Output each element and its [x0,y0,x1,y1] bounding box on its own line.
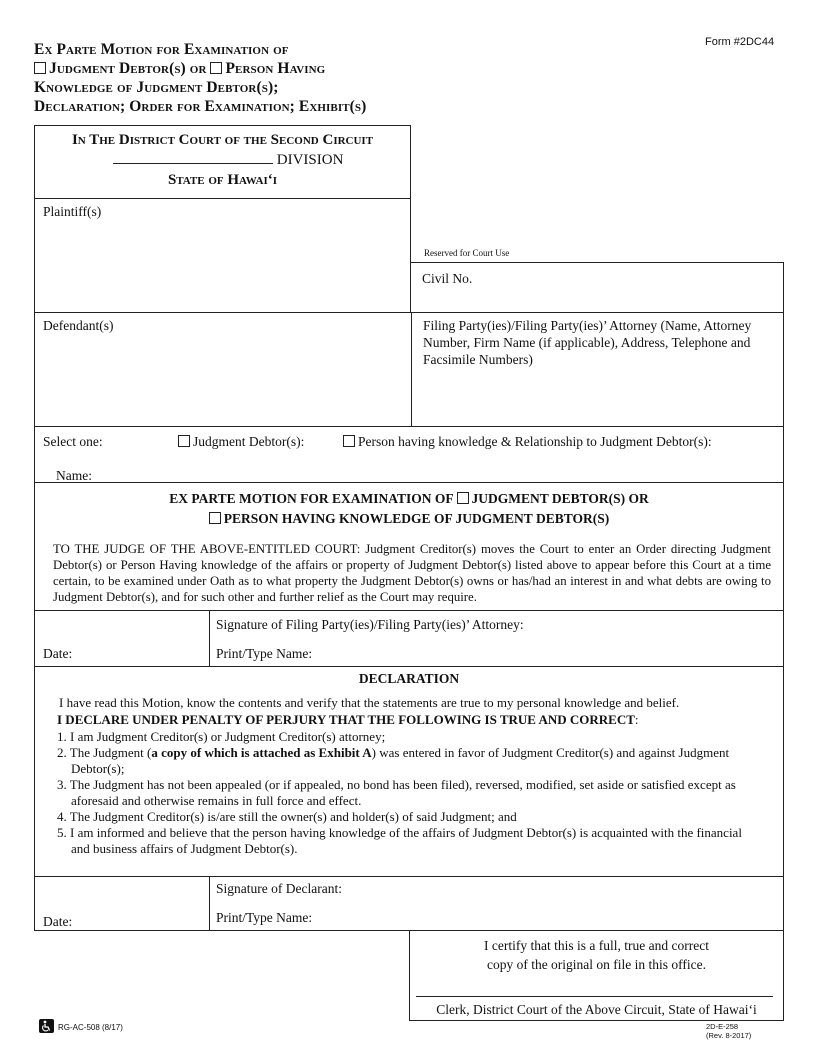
item2-b: ) was entered in favor of Judgment Creditor(s) and against Judgment Debtor(s); [71,745,730,776]
title-line-2b: Person Having [225,60,326,77]
filing-signature-label: Signature of Filing Party(ies)/Filing Party(ies)’ Attorney: [216,617,524,632]
title-line-2 [34,59,366,78]
state-name: State of Hawaiʻi [167,172,278,188]
footer-right-code [706,1022,751,1040]
title-line-2a: Judgment Debtor(s) or [49,60,207,77]
item2-bold: a copy of which is attached as Exhibit A [151,745,372,760]
motion-heading-b: JUDGMENT DEBTOR(S) OR [471,491,649,506]
division-label: DIVISION [276,152,344,168]
motion-body: TO THE JUDGE OF THE ABOVE-ENTITLED COURT: Judgment Creditor(s) moves the Court to enter an Order directing Judgment Debtor(s) or Person Having knowledge of the affairs or property of Judgment Debtor(s) listed above to appear before this Court at a time certain, to be examined under Oath as to what property the Judgment Debtor(s) owns or has/had an interest in and what debts are owing to Judgment Debtor(s), and for such other and further relief as the Court may require. [53,542,771,604]
declarant-signature-label: Signature of Declarant: [216,881,342,896]
title-line-1: Ex Parte Motion for Examination of [34,41,289,58]
plaintiff-label: Plaintiff(s) [43,204,102,219]
option-person-having-label: Person having knowledge & Relationship to Judgment Debtor(s): [358,434,712,449]
declaration-heading: DECLARATION [358,671,460,686]
filing-party-label: Filing Party(ies)/Filing Party(ies)’ Attorney (Name, Attorney Number, Firm Name (if applicable), Address, Telephone and Facsimile Numbers) [423,318,752,367]
certification-box [409,930,784,1021]
judgment-debtor-title-checkbox[interactable] [34,62,46,74]
declaration-box [34,666,784,877]
motion-heading-a: EX PARTE MOTION FOR EXAMINATION OF [169,491,454,506]
defendant-row [34,312,784,427]
person-having-title-checkbox[interactable] [210,62,222,74]
declaration-item-2 [57,745,757,777]
select-row [34,426,784,483]
motion-person-having-checkbox[interactable] [209,512,221,524]
motion-heading-c: PERSON HAVING KNOWLEDGE OF JUDGMENT DEBTOR(S) [223,511,610,526]
name-label: Name: [56,468,92,483]
motion-box [34,482,784,611]
motion-heading-2 [35,511,783,527]
option-person-having[interactable] [343,433,712,450]
option-judgment-debtor[interactable] [178,433,304,450]
motion-heading-1 [35,491,783,507]
civil-no-label: Civil No. [422,271,473,286]
judgment-debtor-checkbox[interactable] [178,435,190,447]
declaration-item-4: 4. The Judgment Creditor(s) is/are still the owner(s) and holder(s) of said Judgment; and [57,809,517,824]
footer-right-code-2: (Rev. 8-2017) [706,1031,752,1040]
declaration-item-5: 5. I am informed and believe that the person having knowledge of the affairs of Judgment Debtor(s) is acquainted with the financial and business affairs of Judgment Debtor(s). [57,825,742,856]
footer-right-code-1: 2D-E-258 [706,1022,739,1031]
form-title [34,40,366,116]
date-label-2: Date: [43,914,73,929]
person-having-checkbox[interactable] [343,435,355,447]
option-judgment-debtor-label: Judgment Debtor(s): [193,434,305,449]
plaintiff-box[interactable] [34,198,411,312]
penalty-text: I DECLARE UNDER PENALTY OF PERJURY THAT THE FOLLOWING IS TRUE AND CORRECT [57,712,635,727]
defendant-label: Defendant(s) [43,318,114,333]
declaration-intro: I have read this Motion, know the contents and verify that the statements are true to my personal knowledge and belief. [59,695,680,710]
court-name: In The District Court of the Second Circuit [71,132,374,148]
date-label-1: Date: [43,646,73,661]
reserved-label: Reserved for Court Use [424,248,510,258]
motion-judgment-debtor-checkbox[interactable] [457,492,469,504]
signature-row-1 [34,610,784,667]
declaration-penalty [57,712,773,728]
clerk-label: Clerk, District Court of the Above Circuit, State of Hawaiʻi [436,1002,757,1017]
print-name-label-2: Print/Type Name: [216,910,313,925]
clerk-signature-line[interactable] [416,996,773,997]
select-label: Select one: [43,434,103,449]
form-number: Form #2DC44 [705,36,775,48]
certify-line-2: copy of the original on file in this office. [486,957,707,972]
title-line-4: Declaration; Order for Examination; Exhibit(s) [34,98,367,115]
signature-row-2 [34,876,784,931]
court-caption-box [34,125,411,199]
declaration-item-1: 1. I am Judgment Creditor(s) or Judgment Creditor(s) attorney; [57,729,386,744]
penalty-colon: : [634,712,639,727]
civil-no-box[interactable] [410,262,784,313]
accessibility-icon [39,1019,54,1033]
division-input[interactable] [113,152,273,164]
title-line-3: Knowledge of Judgment Debtor(s); [34,79,279,96]
declaration-item-3: 3. The Judgment has not been appealed (or if appealed, no bond has been filed), reversed, modified, set aside or satisfied except as aforesaid and otherwise remains in full force and effect. [57,777,736,808]
certify-line-1: I certify that this is a full, true and correct [484,938,709,953]
declaration-list [57,729,757,857]
item2-a: 2. The Judgment ( [57,745,152,760]
division-line [113,152,343,169]
print-name-label-1: Print/Type Name: [216,646,313,661]
footer-left-code: RG-AC-508 (8/17) [58,1023,123,1032]
